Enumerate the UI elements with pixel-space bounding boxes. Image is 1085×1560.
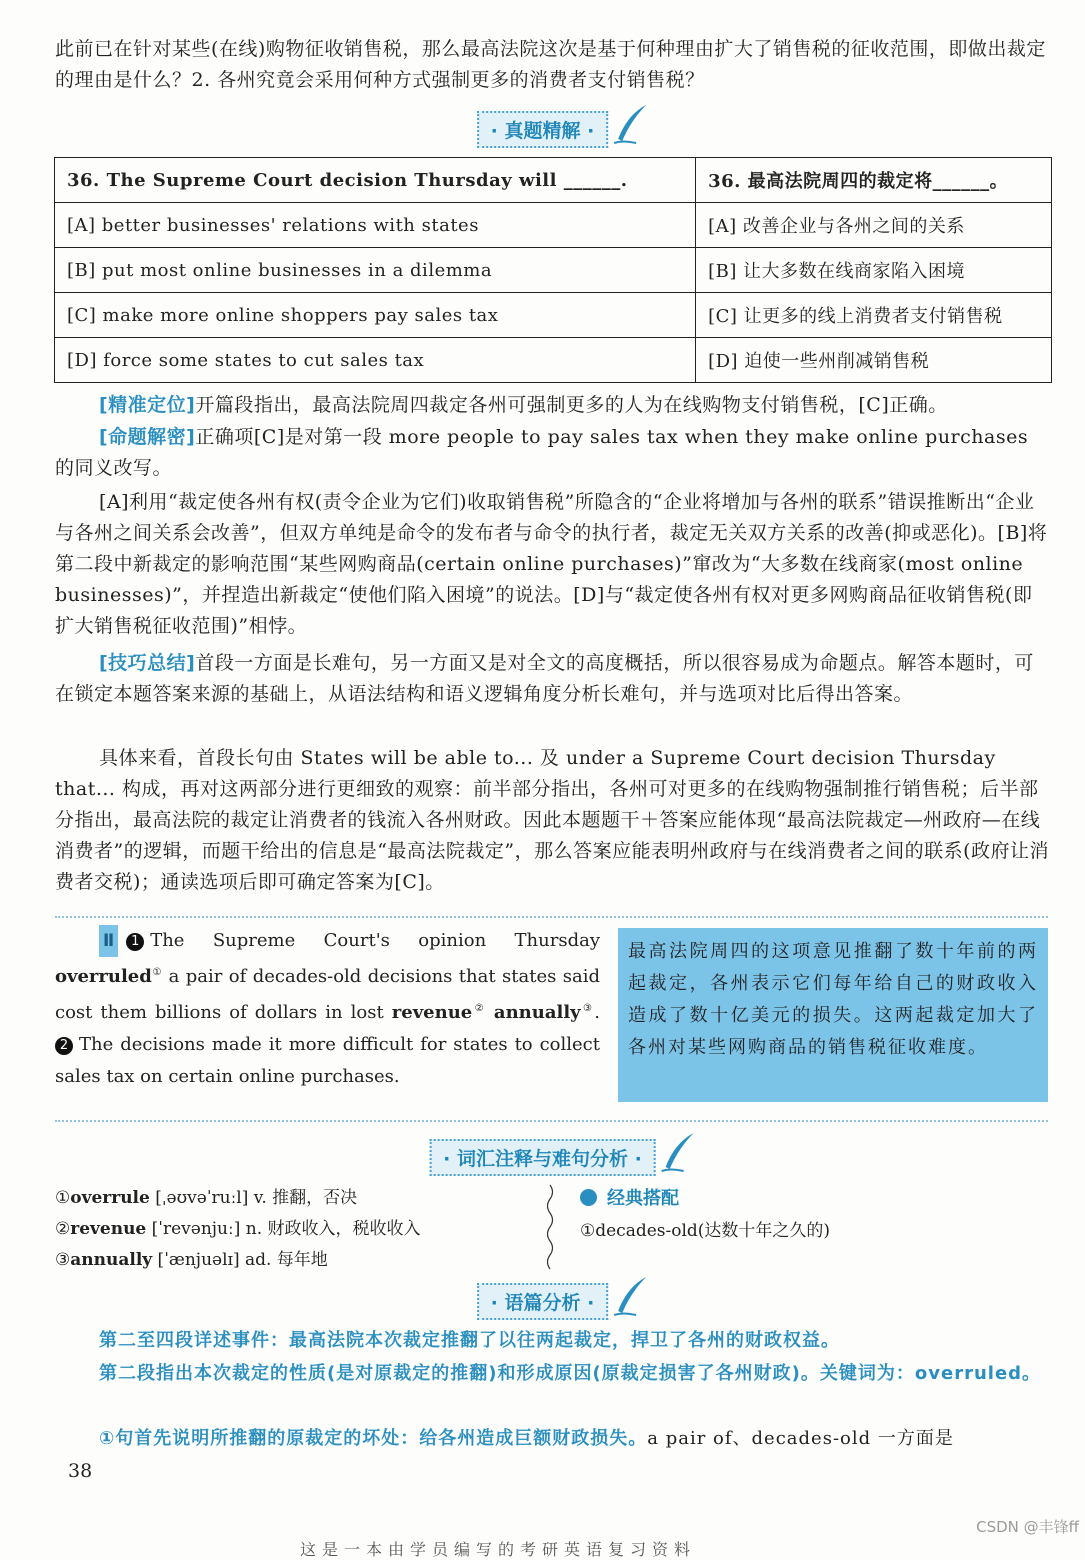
divider bbox=[55, 1120, 1048, 1122]
option-en: [C] make more online shoppers pay sales tax bbox=[55, 293, 696, 338]
question-stem-zh: 36. 最高法院周四的裁定将______。 bbox=[696, 158, 1052, 203]
section2-chinese-translation: 最高法院周四的这项意见推翻了数十年前的两起裁定，各州表示它们每年给自己的财政收入造成了数十亿美元的损失。这两起裁定加大了各州对某些网购商品的销售税征收难度。 bbox=[618, 928, 1048, 1102]
vocabulary-list bbox=[55, 1183, 421, 1276]
analysis-paragraph-b: 具体来看，首段长句由 States will be able to... 及 under a Supreme Court decision Thursday that... 构成，再对这两部分进行更细致的观察：前半部分指出，各州可对更多的在线购物强制推行销售税；后半部分指出，最高法院的裁定让消费者的钱流入各州财政。因此本题题干＋答案应能体现“最高法院裁定—州政府—在线消费者”的逻辑，而题干给出的信息是“最高法院裁定”，那么答案应能表明州政府与在线消费者之间的联系(政府让消费者交税)；通读选项后即可确定答案为[C]。 bbox=[55, 747, 1050, 893]
vocab-definition: [ˌəʊvəˈruːl] v. 推翻，否决 bbox=[149, 1188, 358, 1208]
vocab-word: overrule bbox=[70, 1188, 150, 1208]
sentence1-part-d: . bbox=[594, 1002, 600, 1023]
banner-zhenti-label: · 真题精解 · bbox=[490, 120, 595, 142]
option-zh: [D] 迫使一些州削减销售税 bbox=[696, 338, 1052, 383]
page-number: 38 bbox=[68, 1460, 93, 1482]
banner-yupian bbox=[477, 1283, 609, 1320]
option-en: [B] put most online businesses in a dilemma bbox=[55, 248, 696, 293]
section-roman-numeral: Ⅱ bbox=[99, 925, 118, 957]
intro-paragraph: 此前已在针对某些(在线)购物征收销售税，那么最高法院这次是基于何种理由扩大了销售税的征收范围，即做出裁定的理由是什么？2. 各州究竟会采用何种方式强制更多的消费者支付销售税？ bbox=[55, 38, 1046, 91]
sentence1-part-a: The Supreme Court's opinion Thursday bbox=[150, 930, 600, 951]
sentence1-part-c bbox=[486, 1002, 494, 1023]
keyword-revenue: revenue bbox=[391, 1002, 473, 1023]
sentence-number-2: 2 bbox=[55, 1037, 73, 1055]
table-row bbox=[55, 293, 1052, 338]
option-en: [D] force some states to cut sales tax bbox=[55, 338, 696, 383]
option-en: [A] better businesses' relations with states bbox=[55, 203, 696, 248]
bullet-dot-icon bbox=[580, 1189, 597, 1206]
banner-zhenti bbox=[477, 111, 609, 148]
jingzhun-tag: [精准定位] bbox=[99, 394, 196, 416]
banner-cihui bbox=[429, 1139, 656, 1176]
watermark: CSDN @丰锋ff bbox=[976, 1518, 1079, 1536]
question-table bbox=[54, 157, 1052, 383]
banner-yupian-label: · 语篇分析 · bbox=[490, 1292, 595, 1314]
jingzhun-paragraph bbox=[55, 390, 1050, 421]
sentence-number-1: 1 bbox=[126, 933, 144, 951]
jiqiao-tag: [技巧总结] bbox=[99, 652, 196, 674]
vocab-definition: [ˈænjuəlɪ] ad. 每年地 bbox=[152, 1250, 328, 1270]
vocab-item bbox=[55, 1214, 421, 1245]
vocab-word: annually bbox=[70, 1250, 153, 1270]
sentence2: The decisions made it more difficult for states to collect sales tax on certain online purchases. bbox=[55, 1034, 600, 1087]
analysis-line-1: 第二至四段详述事件：最高法院本次裁定推翻了以往两起裁定，捍卫了各州的财政权益。 bbox=[99, 1330, 840, 1351]
table-row bbox=[55, 248, 1052, 293]
analysis-line-2: 第二段指出本次裁定的性质(是对原裁定的推翻)和形成原因(原裁定损害了各州财政)。关键词为：overruled。 bbox=[99, 1363, 1042, 1384]
vocab-number: ① bbox=[55, 1188, 71, 1208]
section2-english bbox=[55, 925, 600, 1093]
analysis-paragraph-a: [A]利用“裁定使各州有权(责令企业为它们)收取销售税”所隐含的“企业将增加与各州的联系”错误推断出“企业与各州之间关系会改善”，但双方单纯是命令的发布者与命令的执行者，裁定无关双方关系的改善(抑或恶化)。[B]将第二段中新裁定的影响范围“某些网购商品(certain online purchases)”窜改为“大多数在线商家(most online businesses)”，并捏造出新裁定“使他们陷入困境”的说法。[D]与“裁定使各州有权对更多网购商品征收销售税(即扩大销售税征收范围)”相悖。 bbox=[55, 491, 1048, 637]
quill-icon bbox=[610, 103, 650, 147]
footnote-3: ③ bbox=[580, 1003, 595, 1014]
table-row bbox=[55, 203, 1052, 248]
collocation-item: ①decades-old(达数十年之久的) bbox=[580, 1221, 831, 1241]
divider bbox=[55, 916, 1048, 918]
option-zh: [C] 让更多的线上消费者支付销售税 bbox=[696, 293, 1052, 338]
keyword-overruled: overruled bbox=[55, 966, 152, 987]
collocation-box bbox=[580, 1183, 830, 1247]
collocation-heading bbox=[580, 1183, 830, 1215]
analysis-line-3-tail: a pair of、decades-old 一方面是 bbox=[647, 1428, 954, 1449]
jingzhun-text: 开篇段指出，最高法院周四裁定各州可强制更多的人为在线购物支付销售税，[C]正确。 bbox=[195, 394, 948, 416]
quill-icon bbox=[658, 1131, 698, 1175]
quill-icon bbox=[610, 1275, 650, 1319]
vocab-word: revenue bbox=[70, 1219, 147, 1239]
table-row bbox=[55, 158, 1052, 203]
bottom-cut-text: 这是一本由学员编写的考研英语复习资料 bbox=[300, 1540, 697, 1559]
collocation-title: 经典搭配 bbox=[607, 1188, 679, 1209]
footnote-2: ② bbox=[472, 1003, 486, 1014]
jiqiao-text: 首段一方面是长难句，另一方面又是对全文的高度概括，所以很容易成为命题点。解答本题时，可在锁定本题答案来源的基础上，从语法结构和语义逻辑角度分析长难句，并与选项对比后得出答案。 bbox=[55, 652, 1034, 705]
vocab-definition: [ˈrevənjuː] n. 财政收入，税收收入 bbox=[146, 1219, 421, 1239]
vocab-item bbox=[55, 1183, 421, 1214]
footnote-1: ① bbox=[151, 967, 163, 978]
jiqiao-paragraph bbox=[55, 648, 1050, 710]
vocab-number: ③ bbox=[55, 1250, 71, 1270]
vocab-item bbox=[55, 1245, 421, 1276]
table-row bbox=[55, 338, 1052, 383]
option-zh: [B] 让大多数在线商家陷入困境 bbox=[696, 248, 1052, 293]
option-zh: [A] 改善企业与各州之间的关系 bbox=[696, 203, 1052, 248]
banner-cihui-label: · 词汇注释与难句分析 · bbox=[443, 1148, 642, 1170]
analysis-line-3 bbox=[55, 1423, 1050, 1455]
mingti-text: 正确项[C]是对第一段 more people to pay sales tax when they make online purchases 的同义改写。 bbox=[55, 426, 1029, 479]
mingti-tag: [命题解密] bbox=[99, 426, 196, 448]
vocab-number: ② bbox=[55, 1219, 71, 1239]
keyword-annually: annually bbox=[493, 1002, 581, 1023]
question-stem-en: 36. The Supreme Court decision Thursday will ______. bbox=[55, 158, 696, 203]
sentence1-part-b: a pair of decades-old decisions that states said cost them billions of dollars in lost bbox=[55, 966, 600, 1023]
wavy-separator bbox=[545, 1185, 555, 1269]
analysis-line-3-text: ①句首先说明所推翻的原裁定的坏处：给各州造成巨额财政损失。 bbox=[99, 1428, 648, 1449]
mingti-paragraph bbox=[55, 422, 1050, 484]
